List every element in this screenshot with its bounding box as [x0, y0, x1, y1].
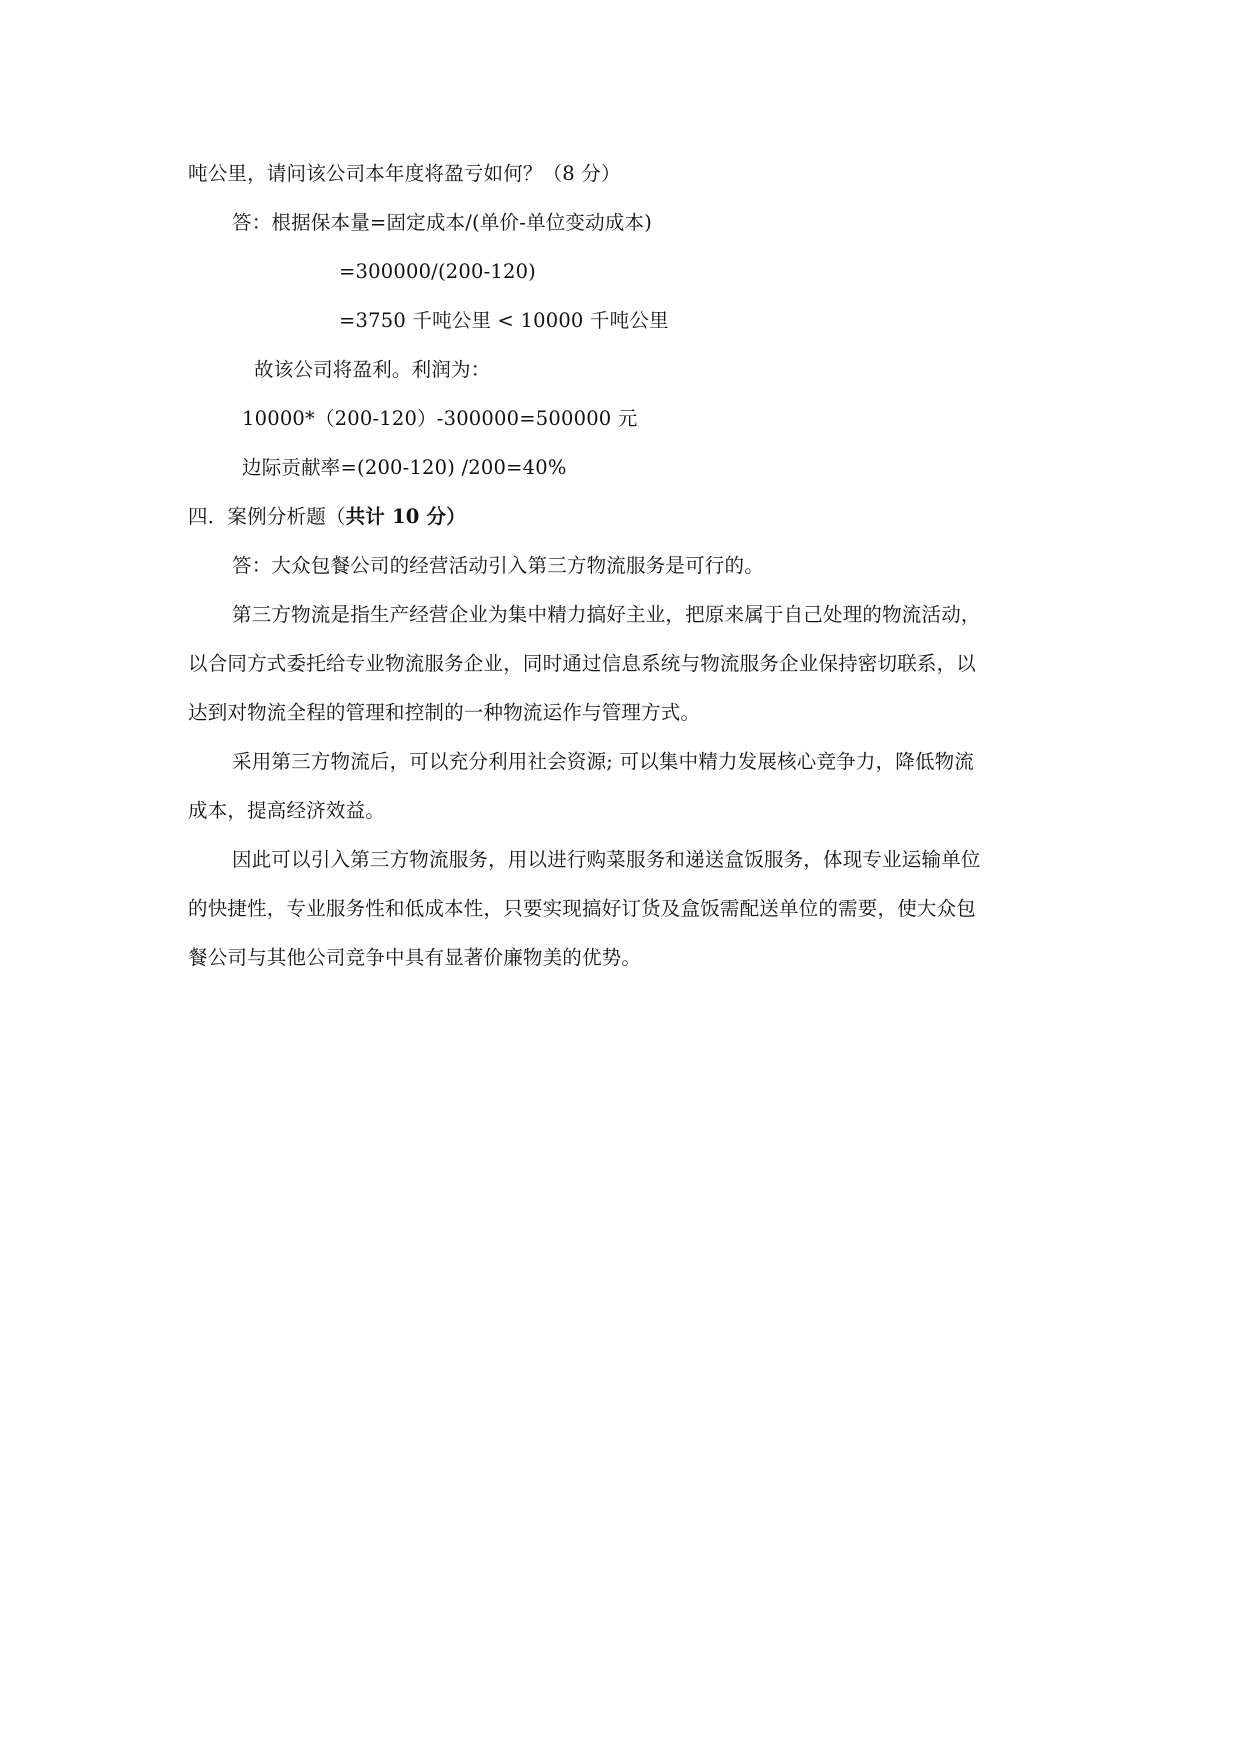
formula-step-1: =300000/(200-120): [339, 260, 536, 283]
question-tail: 吨公里，请问该公司本年度将盈亏如何？（8 分）: [188, 162, 621, 185]
section-heading-prefix: 四．案例分析题（: [188, 505, 346, 528]
paragraph-1-line-1: 第三方物流是指生产经营企业为集中精力搞好主业，把原来属于自己处理的物流活动，: [232, 603, 981, 626]
paragraph-1-line-3: 达到对物流全程的管理和控制的一种物流运作与管理方式。: [188, 701, 701, 724]
profit-calculation: 10000*（200-120）-300000=500000 元: [242, 407, 638, 430]
section-heading-points: 共计 10 分）: [345, 505, 466, 528]
paragraph-3-line-2: 的快捷性，专业服务性和低成本性，只要实现搞好订货及盒饭需配送单位的需要，使大众包: [188, 897, 977, 920]
conclusion-profit: 故该公司将盈利。利润为：: [254, 358, 491, 381]
section-heading: [188, 505, 466, 529]
case-answer: 答：大众包餐公司的经营活动引入第三方物流服务是可行的。: [232, 554, 764, 577]
paragraph-3-line-1: 因此可以引入第三方物流服务，用以进行购菜服务和递送盒饭服务，体现专业运输单位: [232, 848, 981, 871]
paragraph-2-line-2: 成本，提高经济效益。: [188, 799, 386, 822]
paragraph-2-line-1: 采用第三方物流后，可以充分利用社会资源; 可以集中精力发展核心竞争力，降低物流: [232, 750, 975, 773]
answer-formula: 答：根据保本量=固定成本/(单价-单位变动成本): [232, 211, 653, 234]
formula-step-2: =3750 千吨公里 < 10000 千吨公里: [339, 309, 669, 332]
marginal-contribution-rate: 边际贡献率=(200-120) /200=40%: [242, 456, 567, 479]
paragraph-3-line-3: 餐公司与其他公司竞争中具有显著价廉物美的优势。: [188, 946, 642, 969]
paragraph-1-line-2: 以合同方式委托给专业物流服务企业，同时通过信息系统与物流服务企业保持密切联系，以: [188, 652, 977, 675]
